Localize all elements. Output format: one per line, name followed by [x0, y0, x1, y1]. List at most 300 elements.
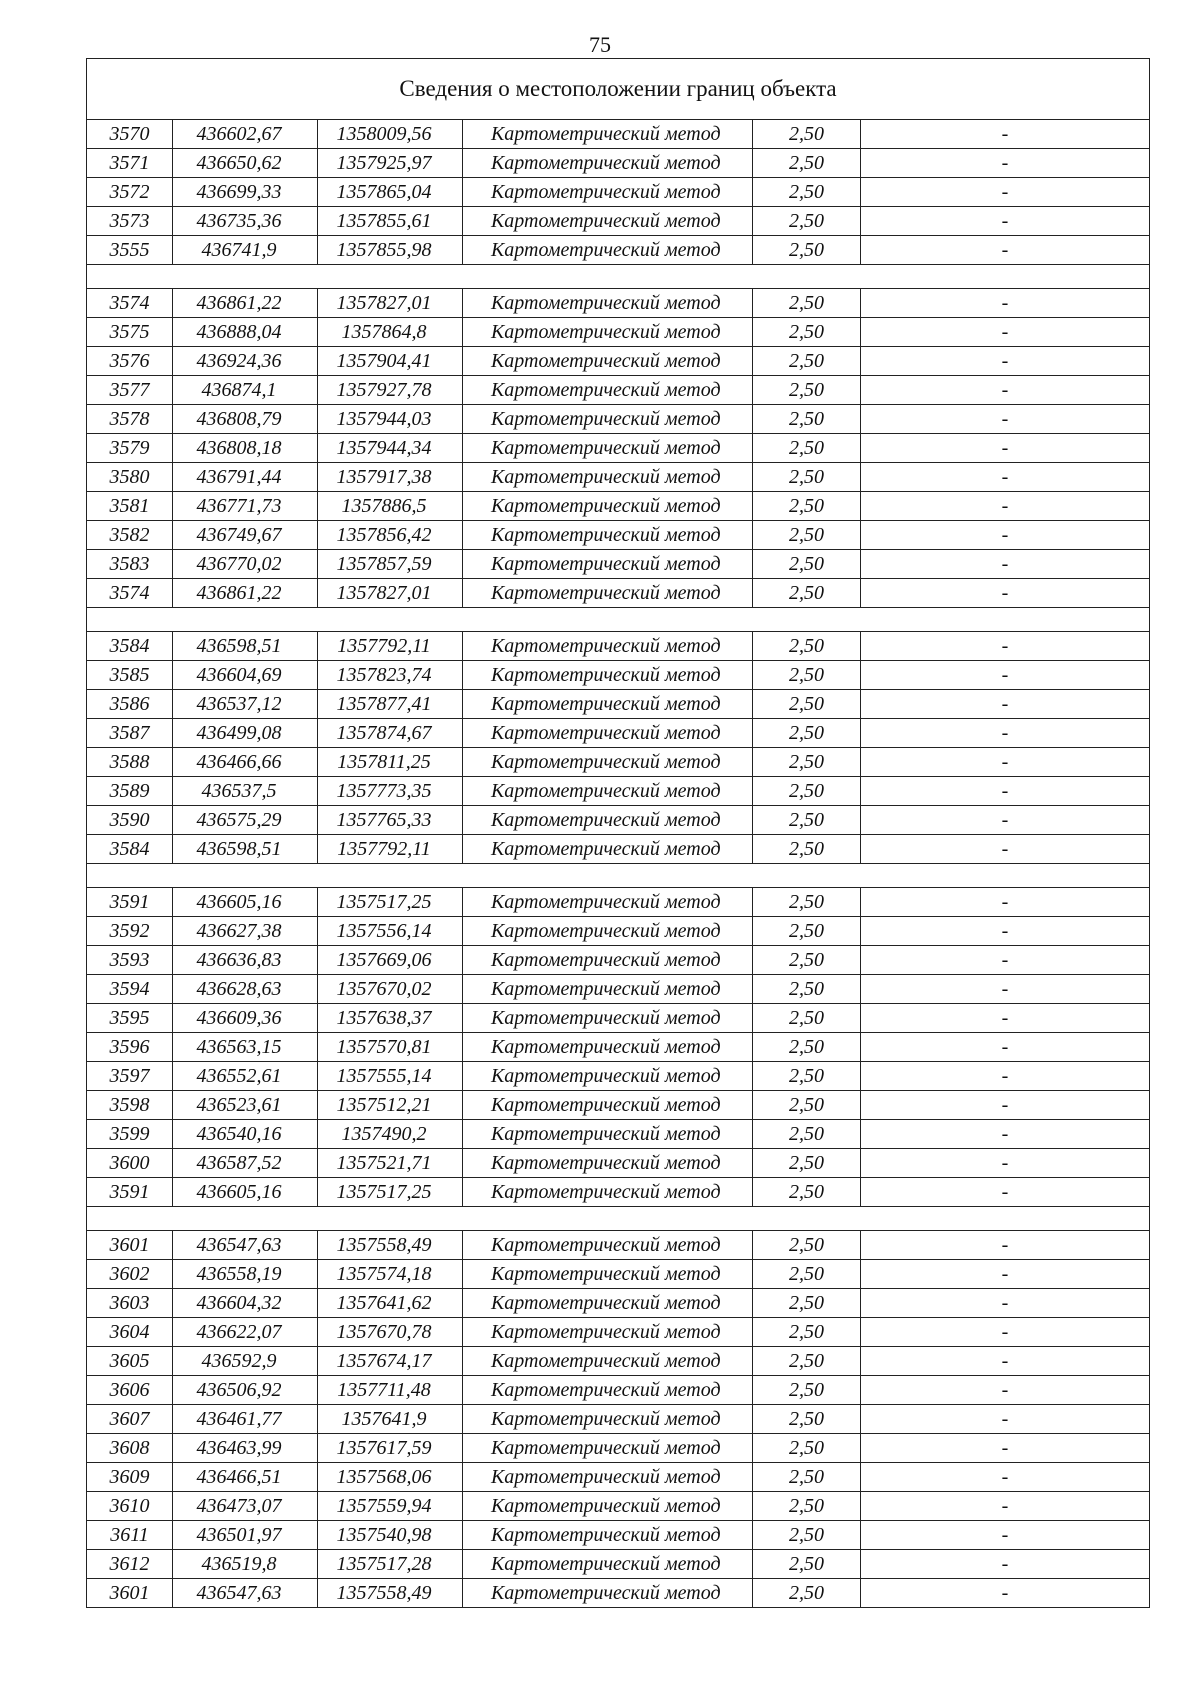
cell-method: Картометрический метод — [463, 1178, 753, 1207]
cell-note: - — [861, 521, 1150, 550]
table-title-row — [87, 59, 1150, 120]
cell-method: Картометрический метод — [463, 1318, 753, 1347]
cell-accuracy: 2,50 — [753, 178, 861, 207]
cell-point-number: 3576 — [87, 347, 173, 376]
table-row — [87, 975, 1150, 1004]
table-row — [87, 579, 1150, 608]
cell-coord-x: 436628,63 — [173, 975, 318, 1004]
cell-coord-y: 1357856,42 — [318, 521, 463, 550]
cell-method: Картометрический метод — [463, 347, 753, 376]
cell-method: Картометрический метод — [463, 806, 753, 835]
cell-coord-x: 436874,1 — [173, 376, 318, 405]
cell-point-number: 3603 — [87, 1289, 173, 1318]
table-row — [87, 1550, 1150, 1579]
cell-method: Картометрический метод — [463, 1434, 753, 1463]
cell-accuracy: 2,50 — [753, 1231, 861, 1260]
cell-coord-x: 436547,63 — [173, 1579, 318, 1608]
cell-note: - — [861, 917, 1150, 946]
cell-method: Картометрический метод — [463, 1521, 753, 1550]
table-row — [87, 1289, 1150, 1318]
cell-coord-x: 436519,8 — [173, 1550, 318, 1579]
table-row — [87, 1463, 1150, 1492]
cell-method: Картометрический метод — [463, 1004, 753, 1033]
cell-point-number: 3595 — [87, 1004, 173, 1033]
cell-coord-y: 1357674,17 — [318, 1347, 463, 1376]
cell-accuracy: 2,50 — [753, 1405, 861, 1434]
cell-accuracy: 2,50 — [753, 1289, 861, 1318]
cell-point-number: 3586 — [87, 690, 173, 719]
cell-method: Картометрический метод — [463, 719, 753, 748]
cell-note: - — [861, 149, 1150, 178]
cell-coord-x: 436605,16 — [173, 888, 318, 917]
cell-coord-x: 436563,15 — [173, 1033, 318, 1062]
cell-method: Картометрический метод — [463, 1260, 753, 1289]
cell-note: - — [861, 1579, 1150, 1608]
cell-note: - — [861, 1120, 1150, 1149]
table-row — [87, 1231, 1150, 1260]
cell-point-number: 3609 — [87, 1463, 173, 1492]
cell-point-number: 3584 — [87, 835, 173, 864]
table-row — [87, 1405, 1150, 1434]
group-separator-cell — [87, 864, 1150, 888]
table-row — [87, 632, 1150, 661]
cell-coord-y: 1357490,2 — [318, 1120, 463, 1149]
group-separator-cell — [87, 1207, 1150, 1231]
cell-point-number: 3599 — [87, 1120, 173, 1149]
boundary-table-container — [86, 58, 1149, 1608]
cell-method: Картометрический метод — [463, 178, 753, 207]
cell-method: Картометрический метод — [463, 1579, 753, 1608]
cell-note: - — [861, 178, 1150, 207]
cell-note: - — [861, 1347, 1150, 1376]
cell-coord-x: 436463,99 — [173, 1434, 318, 1463]
cell-note: - — [861, 661, 1150, 690]
cell-coord-x: 436547,63 — [173, 1231, 318, 1260]
table-row — [87, 1260, 1150, 1289]
cell-point-number: 3555 — [87, 236, 173, 265]
cell-coord-y: 1357558,49 — [318, 1579, 463, 1608]
table-row — [87, 777, 1150, 806]
cell-accuracy: 2,50 — [753, 719, 861, 748]
cell-note: - — [861, 1091, 1150, 1120]
cell-coord-x: 436537,5 — [173, 777, 318, 806]
cell-coord-x: 436506,92 — [173, 1376, 318, 1405]
cell-coord-x: 436888,04 — [173, 318, 318, 347]
cell-coord-y: 1357886,5 — [318, 492, 463, 521]
cell-coord-y: 1357670,78 — [318, 1318, 463, 1347]
cell-coord-y: 1357857,59 — [318, 550, 463, 579]
cell-coord-y: 1357874,67 — [318, 719, 463, 748]
cell-method: Картометрический метод — [463, 376, 753, 405]
cell-point-number: 3591 — [87, 888, 173, 917]
cell-note: - — [861, 1318, 1150, 1347]
cell-coord-y: 1357574,18 — [318, 1260, 463, 1289]
cell-accuracy: 2,50 — [753, 149, 861, 178]
cell-point-number: 3584 — [87, 632, 173, 661]
cell-method: Картометрический метод — [463, 946, 753, 975]
group-separator-cell — [87, 608, 1150, 632]
cell-note: - — [861, 632, 1150, 661]
cell-coord-y: 1357556,14 — [318, 917, 463, 946]
cell-accuracy: 2,50 — [753, 1033, 861, 1062]
cell-accuracy: 2,50 — [753, 1091, 861, 1120]
table-row — [87, 719, 1150, 748]
cell-note: - — [861, 888, 1150, 917]
cell-coord-x: 436552,61 — [173, 1062, 318, 1091]
cell-method: Картометрический метод — [463, 492, 753, 521]
cell-method: Картометрический метод — [463, 835, 753, 864]
cell-point-number: 3600 — [87, 1149, 173, 1178]
cell-coord-x: 436575,29 — [173, 806, 318, 835]
cell-method: Картометрический метод — [463, 1492, 753, 1521]
table-row — [87, 463, 1150, 492]
cell-coord-x: 436861,22 — [173, 579, 318, 608]
table-row — [87, 289, 1150, 318]
cell-coord-y: 1357811,25 — [318, 748, 463, 777]
cell-accuracy: 2,50 — [753, 748, 861, 777]
cell-coord-x: 436605,16 — [173, 1178, 318, 1207]
table-row — [87, 1318, 1150, 1347]
cell-note: - — [861, 492, 1150, 521]
cell-accuracy: 2,50 — [753, 1579, 861, 1608]
cell-accuracy: 2,50 — [753, 550, 861, 579]
group-separator-row — [87, 265, 1150, 289]
cell-method: Картометрический метод — [463, 1463, 753, 1492]
cell-method: Картометрический метод — [463, 463, 753, 492]
cell-point-number: 3612 — [87, 1550, 173, 1579]
page-number: 75 — [589, 32, 611, 57]
cell-coord-x: 436523,61 — [173, 1091, 318, 1120]
cell-point-number: 3602 — [87, 1260, 173, 1289]
cell-accuracy: 2,50 — [753, 521, 861, 550]
cell-coord-x: 436770,02 — [173, 550, 318, 579]
group-separator-cell — [87, 265, 1150, 289]
cell-coord-x: 436466,51 — [173, 1463, 318, 1492]
cell-note: - — [861, 1521, 1150, 1550]
cell-point-number: 3611 — [87, 1521, 173, 1550]
cell-method: Картометрический метод — [463, 405, 753, 434]
cell-coord-x: 436735,36 — [173, 207, 318, 236]
cell-note: - — [861, 405, 1150, 434]
cell-coord-x: 436598,51 — [173, 835, 318, 864]
cell-method: Картометрический метод — [463, 236, 753, 265]
cell-note: - — [861, 835, 1150, 864]
cell-point-number: 3573 — [87, 207, 173, 236]
cell-coord-y: 1357855,61 — [318, 207, 463, 236]
cell-accuracy: 2,50 — [753, 492, 861, 521]
cell-note: - — [861, 236, 1150, 265]
cell-coord-x: 436537,12 — [173, 690, 318, 719]
table-row — [87, 806, 1150, 835]
cell-method: Картометрический метод — [463, 1091, 753, 1120]
cell-method: Картометрический метод — [463, 1550, 753, 1579]
cell-note: - — [861, 1463, 1150, 1492]
cell-coord-y: 1357917,38 — [318, 463, 463, 492]
table-row — [87, 1521, 1150, 1550]
cell-method: Картометрический метод — [463, 632, 753, 661]
cell-note: - — [861, 1492, 1150, 1521]
cell-coord-x: 436741,9 — [173, 236, 318, 265]
cell-note: - — [861, 1004, 1150, 1033]
cell-coord-y: 1357570,81 — [318, 1033, 463, 1062]
cell-method: Картометрический метод — [463, 1149, 753, 1178]
cell-note: - — [861, 1033, 1150, 1062]
cell-point-number: 3574 — [87, 289, 173, 318]
cell-accuracy: 2,50 — [753, 690, 861, 719]
cell-coord-x: 436609,36 — [173, 1004, 318, 1033]
cell-note: - — [861, 1376, 1150, 1405]
cell-note: - — [861, 318, 1150, 347]
cell-method: Картометрический метод — [463, 1289, 753, 1318]
table-row — [87, 207, 1150, 236]
cell-accuracy: 2,50 — [753, 1004, 861, 1033]
cell-coord-y: 1358009,56 — [318, 120, 463, 149]
cell-point-number: 3610 — [87, 1492, 173, 1521]
cell-method: Картометрический метод — [463, 434, 753, 463]
cell-accuracy: 2,50 — [753, 434, 861, 463]
cell-note: - — [861, 207, 1150, 236]
cell-method: Картометрический метод — [463, 1376, 753, 1405]
table-body — [87, 59, 1150, 1608]
cell-accuracy: 2,50 — [753, 1149, 861, 1178]
table-row — [87, 1120, 1150, 1149]
cell-accuracy: 2,50 — [753, 888, 861, 917]
cell-point-number: 3596 — [87, 1033, 173, 1062]
cell-note: - — [861, 463, 1150, 492]
cell-point-number: 3592 — [87, 917, 173, 946]
cell-accuracy: 2,50 — [753, 579, 861, 608]
cell-note: - — [861, 550, 1150, 579]
cell-point-number: 3588 — [87, 748, 173, 777]
cell-coord-y: 1357944,03 — [318, 405, 463, 434]
cell-accuracy: 2,50 — [753, 777, 861, 806]
table-row — [87, 347, 1150, 376]
cell-method: Картометрический метод — [463, 318, 753, 347]
cell-note: - — [861, 347, 1150, 376]
table-row — [87, 1149, 1150, 1178]
cell-point-number: 3608 — [87, 1434, 173, 1463]
cell-accuracy: 2,50 — [753, 1463, 861, 1492]
cell-note: - — [861, 1062, 1150, 1091]
cell-coord-y: 1357558,49 — [318, 1231, 463, 1260]
cell-note: - — [861, 1289, 1150, 1318]
cell-coord-y: 1357925,97 — [318, 149, 463, 178]
cell-point-number: 3580 — [87, 463, 173, 492]
cell-method: Картометрический метод — [463, 1231, 753, 1260]
cell-coord-x: 436598,51 — [173, 632, 318, 661]
cell-accuracy: 2,50 — [753, 1550, 861, 1579]
table-row — [87, 178, 1150, 207]
boundary-coordinates-table — [86, 58, 1150, 1608]
cell-coord-y: 1357617,59 — [318, 1434, 463, 1463]
cell-coord-x: 436622,07 — [173, 1318, 318, 1347]
cell-method: Картометрический метод — [463, 777, 753, 806]
cell-method: Картометрический метод — [463, 207, 753, 236]
cell-note: - — [861, 579, 1150, 608]
cell-note: - — [861, 1178, 1150, 1207]
cell-coord-y: 1357904,41 — [318, 347, 463, 376]
cell-coord-y: 1357944,34 — [318, 434, 463, 463]
cell-coord-x: 436627,38 — [173, 917, 318, 946]
cell-coord-y: 1357641,9 — [318, 1405, 463, 1434]
cell-method: Картометрический метод — [463, 579, 753, 608]
cell-coord-x: 436501,97 — [173, 1521, 318, 1550]
table-row — [87, 690, 1150, 719]
cell-point-number: 3604 — [87, 1318, 173, 1347]
cell-point-number: 3598 — [87, 1091, 173, 1120]
cell-note: - — [861, 748, 1150, 777]
cell-coord-y: 1357927,78 — [318, 376, 463, 405]
cell-point-number: 3606 — [87, 1376, 173, 1405]
cell-coord-y: 1357792,11 — [318, 632, 463, 661]
cell-accuracy: 2,50 — [753, 1062, 861, 1091]
cell-coord-x: 436924,36 — [173, 347, 318, 376]
cell-point-number: 3574 — [87, 579, 173, 608]
cell-point-number: 3591 — [87, 1178, 173, 1207]
table-row — [87, 888, 1150, 917]
cell-accuracy: 2,50 — [753, 376, 861, 405]
cell-method: Картометрический метод — [463, 120, 753, 149]
cell-note: - — [861, 289, 1150, 318]
cell-coord-x: 436636,83 — [173, 946, 318, 975]
cell-note: - — [861, 1405, 1150, 1434]
table-row — [87, 1178, 1150, 1207]
cell-coord-y: 1357517,25 — [318, 1178, 463, 1207]
table-row — [87, 1434, 1150, 1463]
cell-method: Картометрический метод — [463, 1033, 753, 1062]
cell-accuracy: 2,50 — [753, 661, 861, 690]
cell-note: - — [861, 1149, 1150, 1178]
cell-coord-y: 1357638,37 — [318, 1004, 463, 1033]
cell-note: - — [861, 1550, 1150, 1579]
table-row — [87, 318, 1150, 347]
cell-coord-x: 436604,32 — [173, 1289, 318, 1318]
cell-note: - — [861, 376, 1150, 405]
cell-method: Картометрический метод — [463, 975, 753, 1004]
cell-coord-y: 1357512,21 — [318, 1091, 463, 1120]
cell-accuracy: 2,50 — [753, 463, 861, 492]
cell-coord-y: 1357773,35 — [318, 777, 463, 806]
table-row — [87, 492, 1150, 521]
cell-point-number: 3575 — [87, 318, 173, 347]
cell-coord-x: 436808,18 — [173, 434, 318, 463]
cell-coord-x: 436466,66 — [173, 748, 318, 777]
table-row — [87, 1062, 1150, 1091]
cell-note: - — [861, 120, 1150, 149]
cell-method: Картометрический метод — [463, 289, 753, 318]
cell-coord-y: 1357559,94 — [318, 1492, 463, 1521]
cell-accuracy: 2,50 — [753, 120, 861, 149]
cell-accuracy: 2,50 — [753, 1347, 861, 1376]
cell-accuracy: 2,50 — [753, 1260, 861, 1289]
cell-coord-y: 1357877,41 — [318, 690, 463, 719]
table-row — [87, 405, 1150, 434]
table-row — [87, 946, 1150, 975]
cell-point-number: 3593 — [87, 946, 173, 975]
cell-point-number: 3571 — [87, 149, 173, 178]
cell-accuracy: 2,50 — [753, 236, 861, 265]
group-separator-row — [87, 864, 1150, 888]
table-row — [87, 550, 1150, 579]
cell-coord-y: 1357792,11 — [318, 835, 463, 864]
cell-note: - — [861, 1434, 1150, 1463]
cell-accuracy: 2,50 — [753, 917, 861, 946]
cell-coord-x: 436602,67 — [173, 120, 318, 149]
cell-accuracy: 2,50 — [753, 1492, 861, 1521]
table-row — [87, 376, 1150, 405]
cell-note: - — [861, 975, 1150, 1004]
cell-coord-y: 1357517,28 — [318, 1550, 463, 1579]
cell-point-number: 3572 — [87, 178, 173, 207]
cell-accuracy: 2,50 — [753, 289, 861, 318]
cell-coord-y: 1357765,33 — [318, 806, 463, 835]
cell-note: - — [861, 777, 1150, 806]
table-row — [87, 1033, 1150, 1062]
cell-coord-x: 436808,79 — [173, 405, 318, 434]
cell-accuracy: 2,50 — [753, 1434, 861, 1463]
cell-coord-x: 436499,08 — [173, 719, 318, 748]
cell-point-number: 3585 — [87, 661, 173, 690]
cell-coord-x: 436461,77 — [173, 1405, 318, 1434]
cell-point-number: 3577 — [87, 376, 173, 405]
table-row — [87, 748, 1150, 777]
group-separator-row — [87, 608, 1150, 632]
cell-coord-y: 1357865,04 — [318, 178, 463, 207]
cell-coord-x: 436699,33 — [173, 178, 318, 207]
cell-coord-y: 1357669,06 — [318, 946, 463, 975]
cell-coord-y: 1357711,48 — [318, 1376, 463, 1405]
table-row — [87, 149, 1150, 178]
cell-point-number: 3578 — [87, 405, 173, 434]
cell-note: - — [861, 719, 1150, 748]
cell-accuracy: 2,50 — [753, 1318, 861, 1347]
cell-coord-y: 1357641,62 — [318, 1289, 463, 1318]
cell-point-number: 3605 — [87, 1347, 173, 1376]
cell-accuracy: 2,50 — [753, 632, 861, 661]
cell-point-number: 3570 — [87, 120, 173, 149]
cell-coord-y: 1357670,02 — [318, 975, 463, 1004]
cell-coord-x: 436473,07 — [173, 1492, 318, 1521]
cell-method: Картометрический метод — [463, 690, 753, 719]
cell-coord-y: 1357855,98 — [318, 236, 463, 265]
table-row — [87, 1091, 1150, 1120]
table-row — [87, 835, 1150, 864]
cell-method: Картометрический метод — [463, 550, 753, 579]
cell-coord-x: 436861,22 — [173, 289, 318, 318]
cell-point-number: 3601 — [87, 1231, 173, 1260]
cell-accuracy: 2,50 — [753, 1178, 861, 1207]
cell-coord-y: 1357540,98 — [318, 1521, 463, 1550]
cell-coord-y: 1357827,01 — [318, 289, 463, 318]
cell-point-number: 3582 — [87, 521, 173, 550]
cell-coord-x: 436650,62 — [173, 149, 318, 178]
table-row — [87, 1579, 1150, 1608]
cell-coord-y: 1357827,01 — [318, 579, 463, 608]
cell-method: Картометрический метод — [463, 917, 753, 946]
cell-coord-x: 436771,73 — [173, 492, 318, 521]
cell-point-number: 3590 — [87, 806, 173, 835]
cell-point-number: 3587 — [87, 719, 173, 748]
table-row — [87, 521, 1150, 550]
cell-coord-x: 436587,52 — [173, 1149, 318, 1178]
cell-coord-x: 436604,69 — [173, 661, 318, 690]
cell-point-number: 3579 — [87, 434, 173, 463]
cell-coord-x: 436791,44 — [173, 463, 318, 492]
cell-coord-y: 1357517,25 — [318, 888, 463, 917]
cell-accuracy: 2,50 — [753, 806, 861, 835]
cell-method: Картометрический метод — [463, 1120, 753, 1149]
cell-method: Картометрический метод — [463, 521, 753, 550]
